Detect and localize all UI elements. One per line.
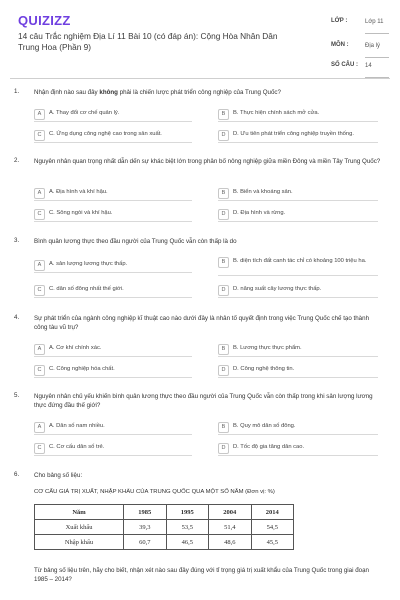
meta-value: Lớp 11 bbox=[365, 19, 384, 25]
option-text: A. Thay đổi cơ chế quản lý. bbox=[49, 110, 120, 116]
question-number: 3. bbox=[14, 237, 20, 244]
option-letter: C bbox=[34, 130, 45, 141]
option-a[interactable] bbox=[34, 259, 192, 273]
document-header bbox=[14, 10, 386, 74]
meta-label: LỚP : bbox=[331, 18, 348, 24]
table-header-cell: 2014 bbox=[251, 505, 294, 520]
meta-row-class bbox=[331, 16, 389, 36]
table-header-cell: 2004 bbox=[209, 505, 251, 520]
option-letter: B bbox=[218, 257, 229, 268]
option-c[interactable] bbox=[34, 208, 192, 222]
question-text: Nguyên nhân chủ yếu khiến bình quân lương thực theo đầu người của Trung Quốc vẫn còn thấp trong khi sản lượng lương thực đứng đầu thế giới? bbox=[34, 393, 373, 409]
option-text: A. sản lượng lương thực thấp. bbox=[49, 261, 128, 267]
option-d[interactable] bbox=[218, 208, 378, 222]
question-text: Bình quân lương thực theo đầu người của Trung Quốc vẫn còn thấp là do bbox=[34, 238, 237, 245]
table-cell: 60,7 bbox=[124, 535, 166, 550]
option-text: C. Công nghiệp hóa chất. bbox=[49, 366, 115, 372]
option-text: A. Dân số nam nhiều. bbox=[49, 423, 105, 429]
option-text: D. Công nghệ thông tin. bbox=[233, 366, 295, 372]
option-text: C. Cơ cấu dân số trẻ. bbox=[49, 444, 105, 450]
option-letter: B bbox=[218, 344, 229, 355]
question-text: Nguyên nhân quan trọng nhất dẫn dến sự khác biệt lớn trong phân bố nông nghiệp giữa miền Đông và miền Tây Trung Quốc? bbox=[34, 158, 381, 165]
option-text: C. Sông ngòi và khí hậu. bbox=[49, 210, 113, 216]
meta-row-count bbox=[331, 60, 389, 80]
table-cell: 51,4 bbox=[209, 520, 251, 535]
table-cell: 54,5 bbox=[251, 520, 294, 535]
option-letter: B bbox=[218, 188, 229, 199]
option-letter: C bbox=[34, 365, 45, 376]
meta-value: 14 bbox=[365, 63, 372, 69]
option-b[interactable] bbox=[218, 108, 378, 122]
option-letter: D bbox=[218, 130, 229, 141]
option-text: C. Ứng dụng công nghệ cao trong sản xuất. bbox=[49, 131, 162, 137]
option-text: D. Ưu tiên phát triển công nghiệp truyền thống. bbox=[233, 131, 354, 137]
option-text: B. Biển và khoáng sản. bbox=[233, 189, 293, 195]
option-letter: C bbox=[34, 443, 45, 454]
option-letter: A bbox=[34, 260, 45, 271]
question-text: Sự phát triển của ngành công nghiệp kĩ thuật cao nào dưới đây là nhân tố quyết định trong việc Trung Quốc chế tạo thành công tàu vũ trụ? bbox=[34, 315, 370, 331]
meta-info bbox=[331, 16, 389, 80]
page-title: 14 câu Trắc nghiệm Địa Lí 11 Bài 10 (có đáp án): Cộng Hòa Nhân Dân Trung Hoa (Phần 9) bbox=[18, 31, 278, 52]
option-letter: D bbox=[218, 443, 229, 454]
option-d[interactable] bbox=[218, 284, 378, 298]
option-text: A. Địa hình và khí hậu. bbox=[49, 189, 108, 195]
option-text: D. Địa hình và rừng. bbox=[233, 210, 286, 216]
option-text: B. Thực hiện chính sách mở cửa. bbox=[233, 110, 320, 116]
option-b[interactable] bbox=[218, 343, 378, 357]
option-letter: B bbox=[218, 109, 229, 120]
table-title: CƠ CẤU GIÁ TRỊ XUẤT, NHẬP KHẨU CỦA TRUNG QUỐC QUA MỘT SỐ NĂM (Đơn vị: %) bbox=[34, 489, 275, 495]
option-text: A. Cơ khí chính xác. bbox=[49, 345, 102, 351]
option-text: B. diện tích đất canh tác chỉ có khoảng 100 triệu ha. bbox=[233, 258, 367, 264]
table-row bbox=[35, 520, 294, 535]
table-cell: Xuất khẩu bbox=[35, 520, 124, 535]
option-b[interactable] bbox=[218, 187, 378, 201]
question-number: 2. bbox=[14, 157, 20, 164]
option-text: B. Lương thực thực phẩm. bbox=[233, 345, 302, 351]
option-b[interactable] bbox=[218, 421, 378, 435]
question-number: 5. bbox=[14, 392, 20, 399]
option-d[interactable] bbox=[218, 129, 378, 143]
header-divider bbox=[10, 78, 390, 79]
table-cell: Nhập khẩu bbox=[35, 535, 124, 550]
quizizz-logo: QUIZIZZ bbox=[18, 13, 71, 28]
table-header-row bbox=[35, 505, 294, 520]
option-text: D. Tốc độ gia tăng dân cao. bbox=[233, 444, 305, 450]
meta-row-subject bbox=[331, 40, 389, 60]
table-row bbox=[35, 535, 294, 550]
option-a[interactable] bbox=[34, 421, 192, 435]
option-text: B. Quy mô dân số đông. bbox=[233, 423, 296, 429]
question-followup: Từ bảng số liệu trên, hãy cho biết, nhận xét nào sau đây đúng với tỉ trọng giá trị xuất khẩu của Trung Quốc trong giai đoạn 1985 – 2014? bbox=[34, 567, 369, 583]
option-a[interactable] bbox=[34, 187, 192, 201]
option-d[interactable] bbox=[218, 442, 378, 456]
option-c[interactable] bbox=[34, 129, 192, 143]
table-header-cell: 1995 bbox=[166, 505, 208, 520]
meta-label: SỐ CÂU : bbox=[331, 62, 358, 68]
question-number: 1. bbox=[14, 88, 20, 95]
option-letter: D bbox=[218, 285, 229, 296]
question-number: 6. bbox=[14, 471, 20, 478]
meta-value: Địa lý bbox=[365, 43, 381, 49]
option-letter: D bbox=[218, 365, 229, 376]
option-letter: A bbox=[34, 344, 45, 355]
table-header-cell: 1985 bbox=[124, 505, 166, 520]
option-letter: C bbox=[34, 285, 45, 296]
question-text: Cho bảng số liệu: bbox=[34, 472, 83, 479]
option-letter: A bbox=[34, 188, 45, 199]
option-a[interactable] bbox=[34, 343, 192, 357]
option-c[interactable] bbox=[34, 442, 192, 456]
question-number: 4. bbox=[14, 314, 20, 321]
option-letter: C bbox=[34, 209, 45, 220]
table-cell: 53,5 bbox=[166, 520, 208, 535]
question-text: Nhận định nào sau đây không phải là chiến lược phát triển công nghiệp của Trung Quốc? bbox=[34, 89, 281, 96]
option-a[interactable] bbox=[34, 108, 192, 122]
option-text: D. năng suất cây lương thực thấp. bbox=[233, 286, 322, 292]
table-cell: 48,6 bbox=[209, 535, 251, 550]
option-text: C. dân số đông nhất thế giới. bbox=[49, 286, 124, 292]
table-cell: 45,5 bbox=[251, 535, 294, 550]
option-letter: A bbox=[34, 109, 45, 120]
option-b[interactable] bbox=[218, 256, 378, 276]
option-letter: D bbox=[218, 209, 229, 220]
table-cell: 39,3 bbox=[124, 520, 166, 535]
option-c[interactable] bbox=[34, 284, 192, 298]
option-letter: B bbox=[218, 422, 229, 433]
meta-label: MÔN : bbox=[331, 42, 349, 48]
option-c[interactable] bbox=[34, 364, 192, 378]
data-table bbox=[34, 504, 294, 550]
option-letter: A bbox=[34, 422, 45, 433]
option-d[interactable] bbox=[218, 364, 378, 378]
table-cell: 46,5 bbox=[166, 535, 208, 550]
table-header-cell: Năm bbox=[35, 505, 124, 520]
